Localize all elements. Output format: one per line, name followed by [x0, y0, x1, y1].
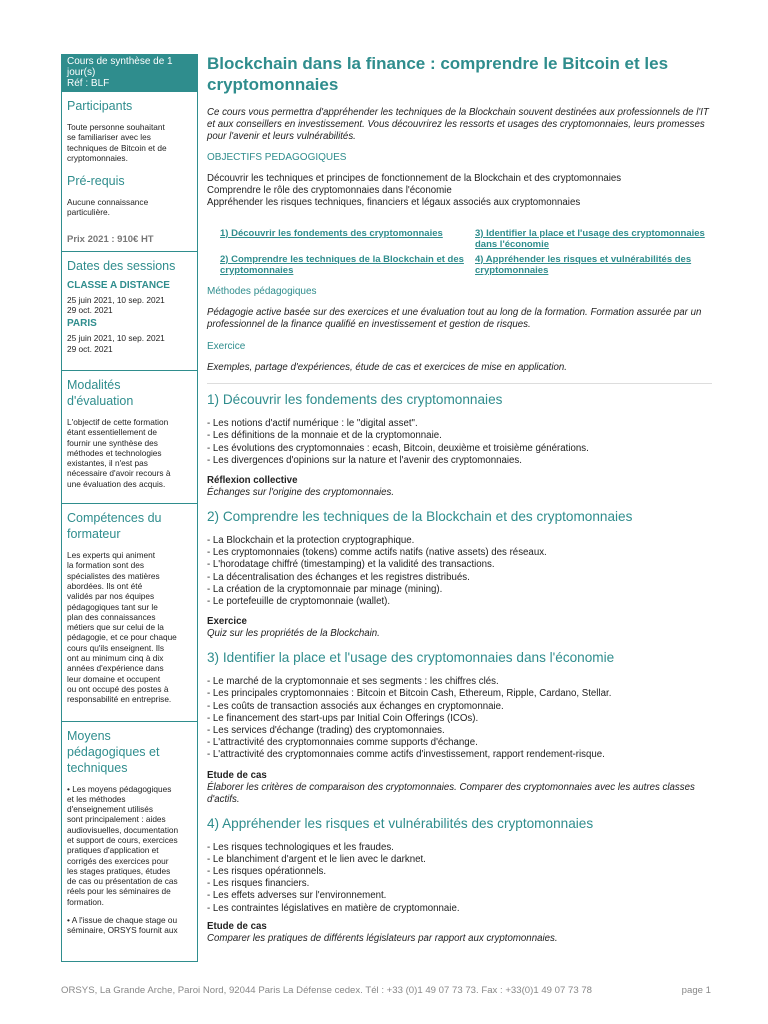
bullet-item: - Les risques financiers. [207, 878, 310, 890]
divider [207, 383, 712, 384]
exercice-text: Exemples, partage d'expériences, étude de cas et exercices de mise en application. [207, 361, 567, 373]
bullet-item: - Les cryptomonnaies (tokens) comme actifs natifs (native assets) des réseaux. [207, 547, 547, 559]
section-title: 1) Découvrir les fondements des cryptomonnaies [207, 392, 503, 408]
toc-link-1[interactable]: 1) Découvrir les fondements des cryptomonnaies [220, 227, 443, 239]
methodes-text: Pédagogie active basée sur des exercices et une évaluation tout au long de la formation. Formation assurée par un professionnel de la finance qualifié en investissement et gestion de risques. [207, 306, 702, 330]
bullet-item: - Les divergences d'opinions sur la nature et l'avenir des cryptomonnaies. [207, 454, 522, 466]
prerequis-title: Pré-requis [67, 174, 125, 189]
section-3 [207, 649, 712, 805]
bullet-item: - Les risques technologiques et les fraudes. [207, 841, 394, 853]
section-bullets [207, 842, 712, 915]
toc-link-3[interactable]: 3) Identifier la place et l'usage des cryptomonnaies dans l'économie [475, 227, 705, 250]
bullet-item: - Les contraintes législatives en matière de cryptomonnaie. [207, 902, 460, 914]
objectif-item: Appréhender les risques techniques, financiers et légaux associés aux cryptomonnaies [207, 197, 581, 209]
bullet-item: - Les définitions de la monnaie et de la cryptomonnaie. [207, 430, 442, 442]
distance-label: CLASSE A DISTANCE [67, 279, 170, 291]
competences-text: Les experts qui animent la formation sont des spécialistes des matières abordées. Ils ont été validés par nos équipes pédagogiques tant sur le plan des connaissances métiers que sur celui de la pédagogie, et ce pour chaque cours qu'ils enseignent. Ils ont au minimum cinq à dix années d'expérience dans leur domaine et occupent ou ont occupé des postes à responsabilité en entreprise. [67, 550, 177, 705]
section-bullets [207, 535, 712, 608]
bullet-item: - La création de la cryptomonnaie par minage (mining). [207, 583, 443, 595]
activity-title: Réflexion collective [207, 474, 298, 486]
main-content [207, 54, 712, 954]
competences-title: Compétences du formateur [67, 511, 162, 542]
activity-text: Élaborer les critères de comparaison des cryptomonnaies. Comparer des cryptomonnaies avec les autres classes d'actifs. [207, 781, 695, 805]
moyens-section [62, 721, 197, 942]
participants-title: Participants [67, 99, 133, 113]
page-number: page 1 [681, 985, 711, 996]
activity-title: Exercice [207, 616, 247, 628]
toc-link-4[interactable]: 4) Appréhender les risques et vulnérabilités des cryptomonnaies [475, 253, 692, 276]
intro-text: Ce cours vous permettra d'appréhender les techniques de la Blockchain souvent destinées aux professionnels de l'IT et aux conseillers en investissement. Vous découvrirez les ressorts et usages des cryptomonnaies, leurs promesses pour l'avenir et leurs vulnérabilités. [207, 107, 709, 143]
price: Prix 2021 : 910€ HT [67, 233, 154, 245]
bullet-item: - L'attractivité des cryptomonnaies comme supports d'échange. [207, 737, 478, 749]
bullet-item: - Les principales cryptomonnaies : Bitcoin et Bitcoin Cash, Ethereum, Ripple, Cardano, Stellar. [207, 688, 612, 700]
section-title: 4) Appréhender les risques et vulnérabilités des cryptomonnaies [207, 815, 594, 831]
section-bullets [207, 676, 712, 761]
participants-text: Toute personne souhaitant se familiariser avec les techniques de Bitcoin et de cryptomonnaies. [67, 122, 167, 163]
bullet-item: - Les évolutions des cryptomonnaies : ecash, Bitcoin, deuxième et troisième générations. [207, 442, 589, 454]
moyens-title: Moyens pédagogiques et techniques [67, 728, 160, 775]
bullet-item: - Le marché de la cryptomonnaie et ses segments : les chiffres clés. [207, 676, 499, 688]
section-title: 2) Comprendre les techniques de la Blockchain et des cryptomonnaies [207, 508, 633, 524]
section-2 [207, 508, 712, 640]
bullet-item: - L'horodatage chiffré (timestamping) et la validité des transactions. [207, 559, 495, 571]
footer-address: ORSYS, La Grande Arche, Paroi Nord, 92044 Paris La Défense cedex. Tél : +33 (0)1 49 07 73 73. Fax : +33(0)1 49 07 73 78 [61, 985, 593, 996]
course-ref-header: Cours de synthèse de 1 jour(s) Réf : BLF [62, 55, 197, 92]
section-bullets [207, 418, 712, 467]
section-4 [207, 815, 712, 945]
sidebar [61, 54, 198, 962]
paris-label: PARIS [67, 318, 97, 330]
activity-title: Etude de cas [207, 769, 267, 781]
bullet-item: - Le portefeuille de cryptomonnaie (wallet). [207, 595, 391, 607]
bullet-item: - Les notions d'actif numérique : le "digital asset". [207, 418, 418, 430]
bullet-item: - La décentralisation des échanges et les registres distribués. [207, 571, 470, 583]
methodes-title: Méthodes pédagogiques [207, 285, 317, 297]
bullet-item: - Les effets adverses sur l'environnement. [207, 890, 387, 902]
activity-text: Échanges sur l'origine des cryptomonnaies. [207, 486, 395, 498]
competences-section [62, 503, 197, 710]
page-title: Blockchain dans la finance : comprendre le Bitcoin et les cryptomonnaies [207, 54, 669, 94]
bullet-item: - Le financement des start-ups par Initial Coin Offerings (ICOs). [207, 712, 479, 724]
bullet-item: - L'attractivité des cryptomonnaies comme actifs d'investissement, rapport rendement-risque. [207, 749, 605, 761]
dates-section [62, 251, 197, 360]
modalites-text: L'objectif de cette formation étant essentiellement de fournir une synthèse des méthodes et technologies existantes, il n'est pas nécessaire d'avoir recours à une évaluation des acquis. [67, 416, 171, 489]
moyens-text-1: • Les moyens pédagogiques et les méthodes d'enseignement utilisés sont principalement : aides audiovisuelles, documentation et support de cours, exercices pratiques d'application et corrigés des exercices pour les stages pratiques, études de cas ou présentation de cas réels pour les séminaires de formation. [67, 783, 179, 907]
exercice-title: Exercice [207, 340, 246, 352]
prerequis-text: Aucune connaissance particulière. [67, 197, 149, 218]
participants-section [62, 92, 197, 251]
modalites-section [62, 370, 197, 495]
toc-link-2[interactable]: 2) Comprendre les techniques de la Blockchain et des cryptomonnaies [220, 253, 464, 276]
moyens-text-2: • A l'issue de chaque stage ou séminaire, ORSYS fournit aux [67, 915, 178, 936]
bullet-item: - Le blanchiment d'argent et le lien avec le darknet. [207, 853, 426, 865]
objectifs-list [207, 173, 712, 210]
objectifs-title: OBJECTIFS PEDAGOGIQUES [207, 151, 347, 163]
paris-dates: 25 juin 2021, 10 sep. 2021 29 oct. 2021 [67, 333, 165, 354]
objectif-item: Comprendre le rôle des cryptomonnaies dans l'économie [207, 184, 452, 196]
activity-title: Etude de cas [207, 920, 267, 932]
bullet-item: - La Blockchain et la protection cryptographique. [207, 534, 415, 546]
activity-text: Quiz sur les propriétés de la Blockchain. [207, 628, 380, 640]
section-title: 3) Identifier la place et l'usage des cryptomonnaies dans l'économie [207, 650, 615, 666]
section-1 [207, 391, 712, 499]
bullet-item: - Les services d'échange (trading) des cryptomonnaies. [207, 724, 445, 736]
page-footer [61, 985, 711, 996]
distance-dates: 25 juin 2021, 10 sep. 2021 29 oct. 2021 [67, 294, 165, 316]
bullet-item: - Les risques opérationnels. [207, 865, 327, 877]
table-of-contents [220, 228, 712, 276]
activity-text: Comparer les pratiques de différents législateurs par rapport aux cryptomonnaies. [207, 932, 558, 944]
objectif-item: Découvrir les techniques et principes de fonctionnement de la Blockchain et des cryptomonnaies [207, 172, 622, 184]
bullet-item: - Les coûts de transaction associés aux échanges en cryptomonnaie. [207, 700, 504, 712]
dates-title: Dates des sessions [67, 258, 176, 273]
modalites-title: Modalités d'évaluation [67, 377, 134, 408]
